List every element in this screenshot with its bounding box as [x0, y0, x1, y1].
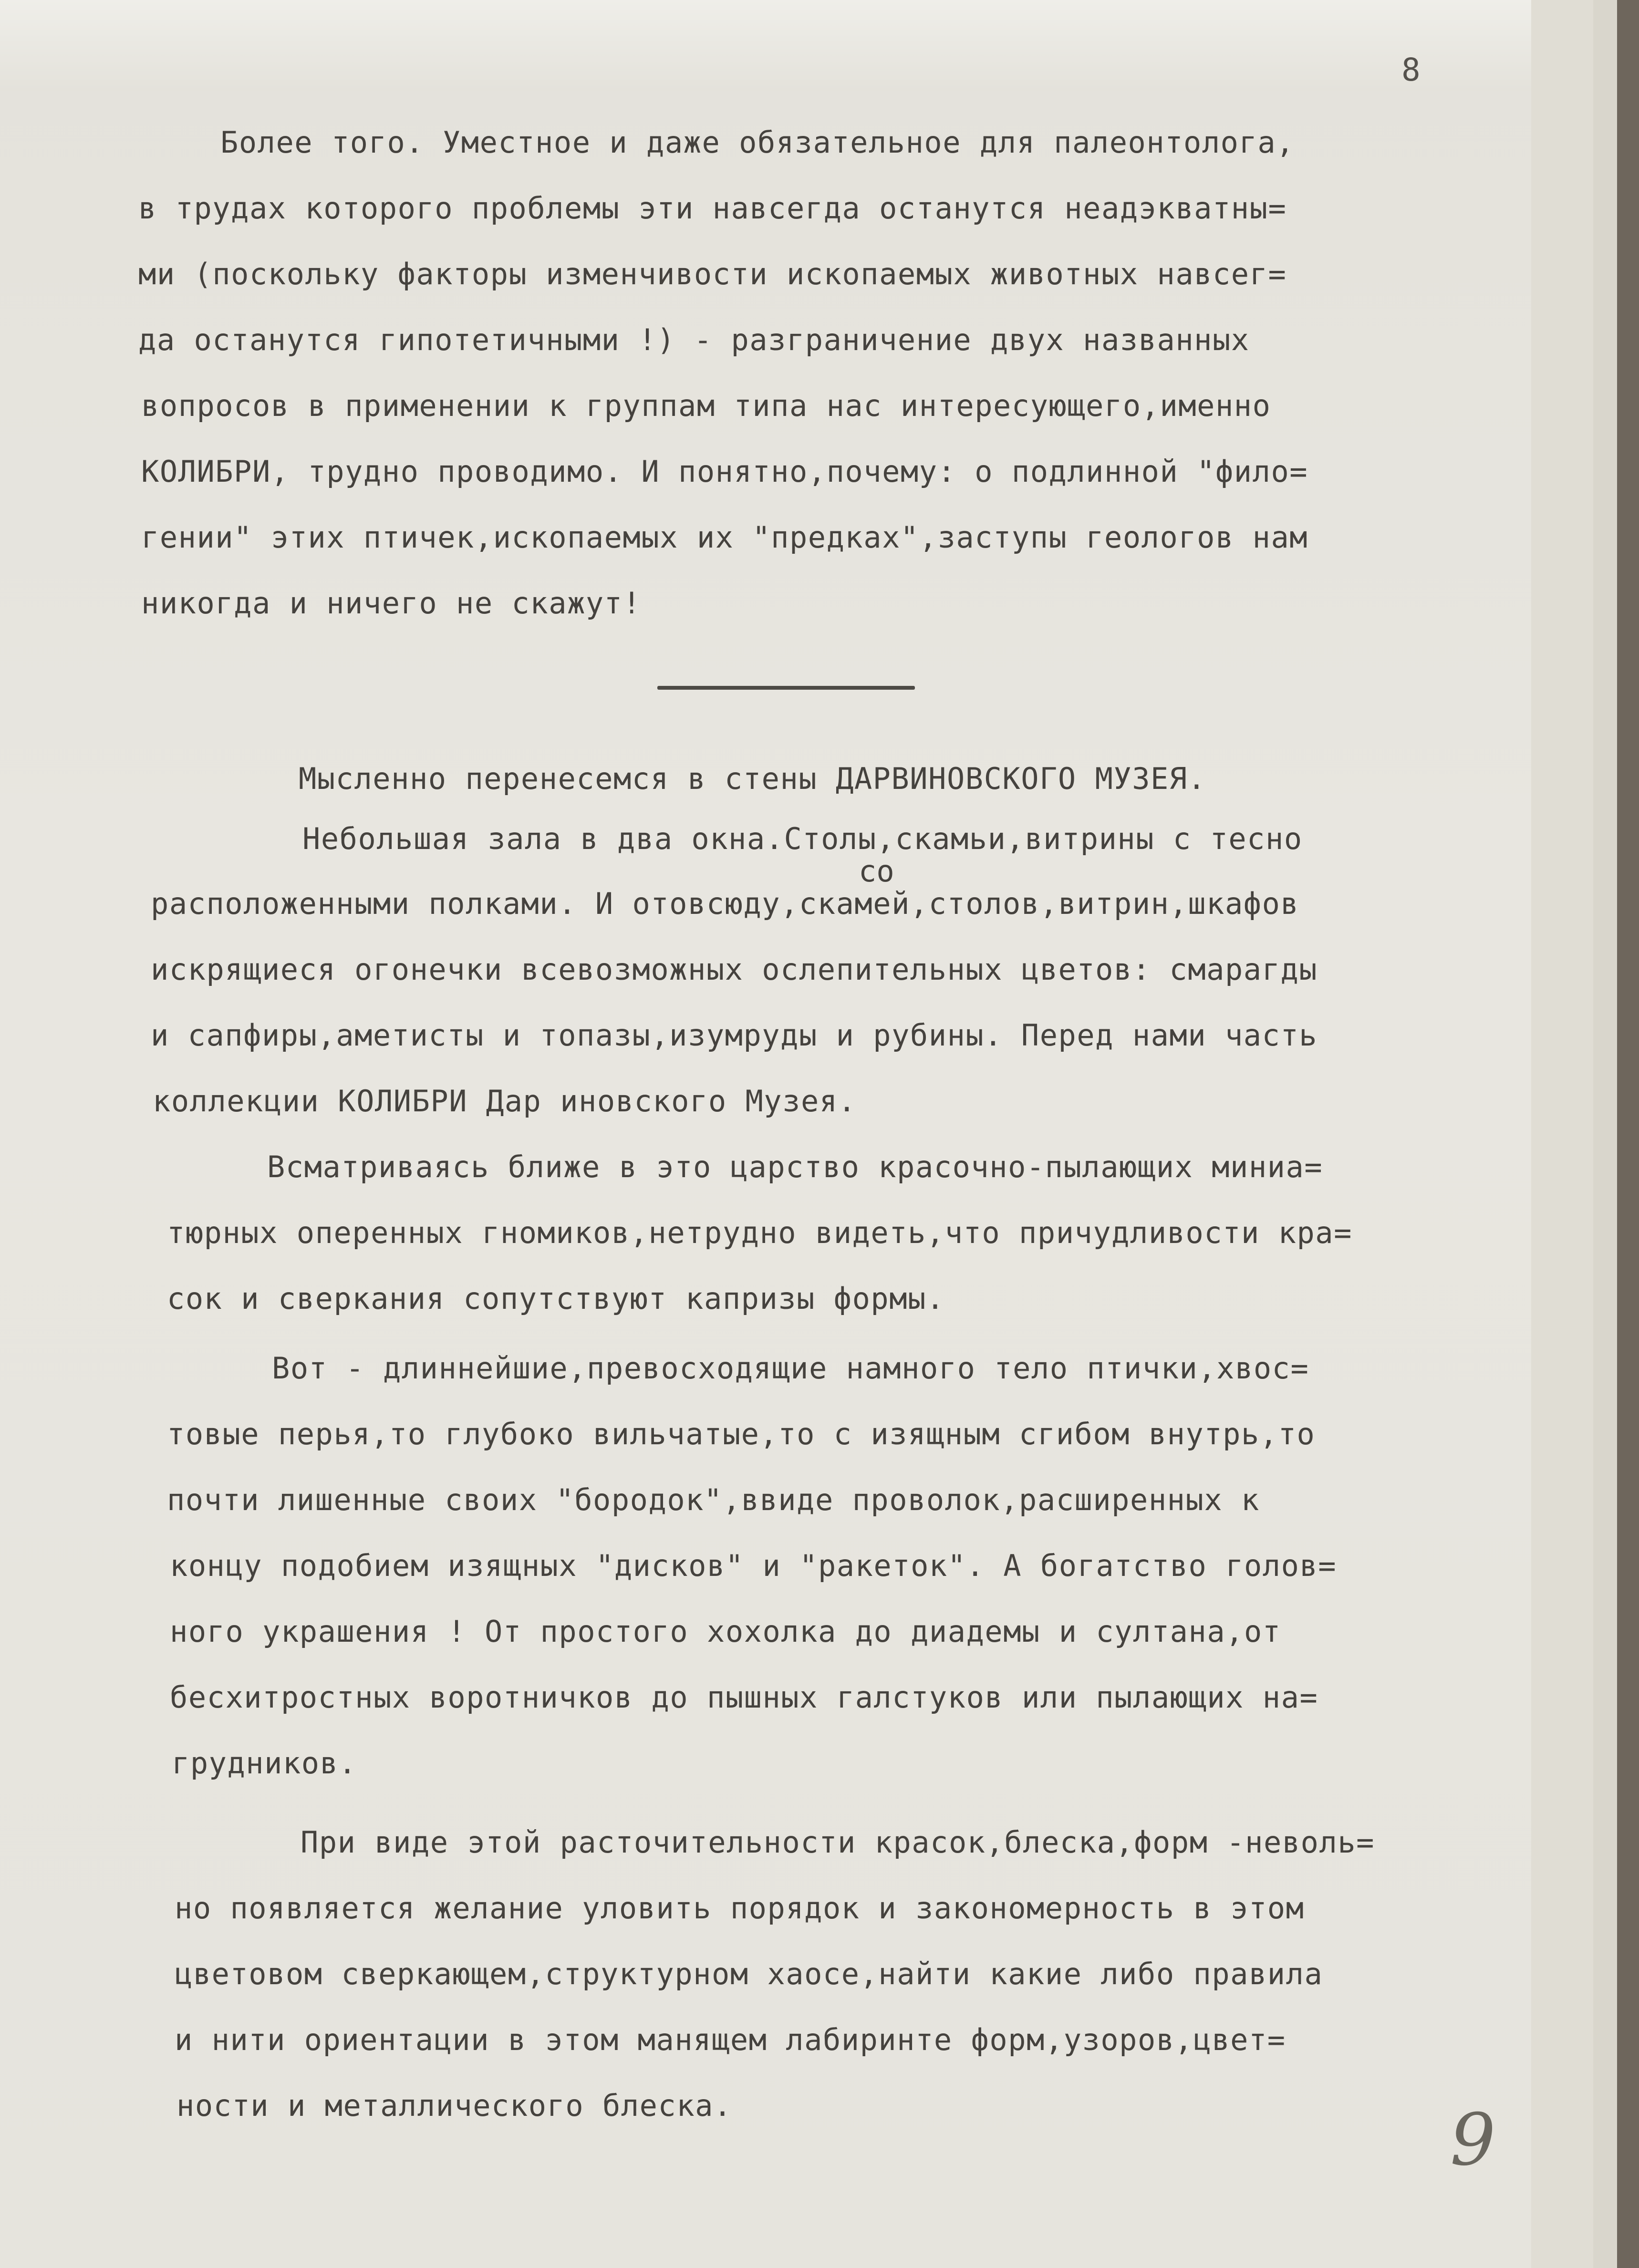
handwritten-page-number: 9 [1450, 2099, 1496, 2182]
para1-line-4: да останутся гипотетичными !) - разграничение двух названных [138, 322, 1250, 357]
para5-line-5: ности и металлического блеска. [176, 2088, 732, 2123]
para3-line-1: Всматриваясь ближе в это царство красочно-пылающих миниа= [267, 1150, 1323, 1184]
para5-line-1: При виде этой расточительности красок,блеска,форм -неволь= [301, 1825, 1375, 1860]
para2-line-5: коллекции КОЛИБРИ Дар иновского Музея. [153, 1084, 857, 1118]
para4-line-7: грудников. [172, 1746, 357, 1781]
section-divider [657, 686, 915, 690]
para2-line-4: и сапфиры,аметисты и топазы,изумруды и рубины. Перед нами часть [151, 1018, 1318, 1053]
para1-line-6: КОЛИБРИ, трудно проводимо. И понятно,почему: о подлинной "фило= [141, 454, 1308, 489]
para5-line-2: но появляется желание уловить порядок и закономерность в этом [175, 1891, 1305, 1926]
page-number: 8 [1401, 52, 1421, 88]
page-top-fold [0, 0, 1531, 91]
para1-line-1: Более того. Уместное и даже обязательное для палеонтолога, [220, 125, 1295, 160]
para3-line-3: сок и сверкания сопутствуют капризы формы. [167, 1281, 945, 1316]
para5-line-3: цветовом сверкающем,структурном хаосе,найти какие либо правила [175, 1957, 1323, 1991]
para1-line-3: ми (поскольку факторы изменчивости ископаемых животных навсег= [138, 257, 1287, 291]
para4-line-1: Вот - длиннейшие,превосходящие намного тело птички,хвос= [272, 1351, 1309, 1386]
typed-insertion: со [859, 854, 894, 889]
para2-line-3: искрящиеся огонечки всевозможных ослепительных цветов: смарагды [151, 952, 1318, 987]
para1-line-5: вопросов в применении к группам типа нас интересующего,именно [141, 388, 1271, 423]
para4-line-6: бесхитростных воротничков до пышных галстуков или пылающих на= [170, 1680, 1318, 1715]
para2-line-2: расположенными полками. И отовсюду,скамей,столов,витрин,шкафов [151, 886, 1299, 921]
para1-line-2: в трудах которого проблемы эти навсегда останутся неадэкватны= [138, 191, 1287, 226]
para1-line-7: гении" этих птичек,ископаемых их "предках",заступы геологов нам [141, 520, 1308, 555]
para4-line-5: ного украшения ! От простого хохолка до диадемы и султана,от [170, 1614, 1281, 1649]
para4-line-2: товые перья,то глубоко вильчатые,то с изящным сгибом внутрь,то [167, 1417, 1316, 1451]
para5-line-4: и нити ориентации в этом манящем лабиринте форм,узоров,цвет= [175, 2022, 1286, 2057]
para3-line-2: тюрных оперенных гномиков,нетрудно видеть,что причудливости кра= [167, 1215, 1352, 1250]
para4-line-3: почти лишенные своих "бородок",ввиде проволок,расширенных к [167, 1482, 1260, 1517]
para4-line-4: концу подобием изящных "дисков" и "ракеток". А богатство голов= [170, 1548, 1337, 1583]
para1-line-8: никогда и ничего не скажут! [141, 586, 642, 621]
para2-line-1: Небольшая зала в два окна.Столы,скамьи,витрины с тесно [302, 821, 1303, 856]
section-heading: Мысленно перенесемся в стены ДАРВИНОВСКОГО МУЗЕЯ. [299, 761, 1206, 796]
